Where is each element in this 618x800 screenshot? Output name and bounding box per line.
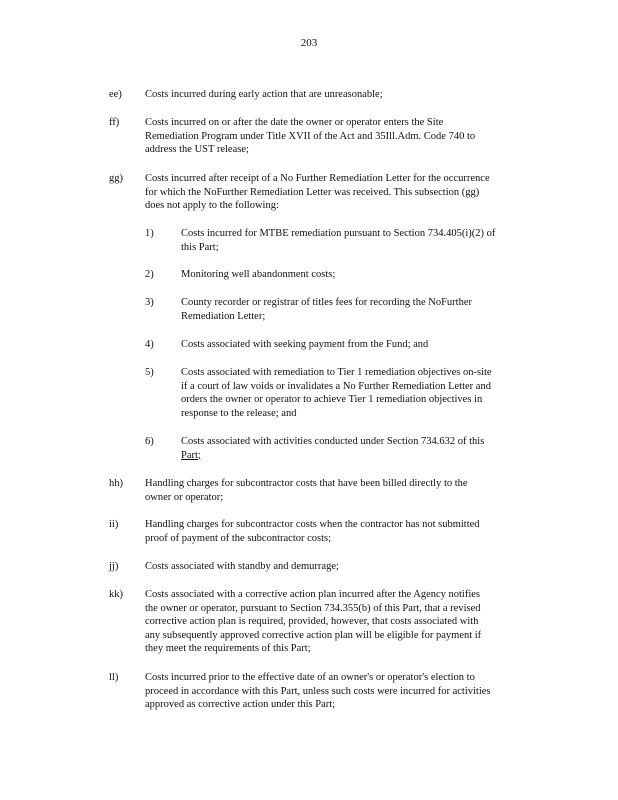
item-label: ee)	[109, 89, 122, 100]
item-text: Costs associated with a corrective action plan incurred after the Agency notifies the owner or operator, pursuant to Section 734.355(b) of this Part, that a revised corrective action plan is required, provided, however, that costs associated with any subsequently approved corrective action plan will be eligible for payment if they meet the requirements of this Part;	[145, 589, 482, 654]
item-label: ff)	[109, 117, 120, 128]
sub-item-text: Costs associated with seeking payment from the Fund; and	[181, 339, 429, 350]
sub-item-label: 6)	[145, 436, 154, 447]
sub-item-label: 1)	[145, 228, 154, 239]
sub-item-text-main: Costs associated with activities conducted under Section 734.632 of this	[181, 436, 485, 447]
item-text: Handling charges for subcontractor costs when the contractor has not submitted proof of payment of the subcontractor costs;	[145, 519, 480, 544]
item-label: ll)	[109, 672, 119, 683]
item-text: Costs incurred prior to the effective date of an owner's or operator's election to proceed in accordance with this Part, unless such costs were incurred for activities approved as corrective action under this Part;	[145, 672, 491, 710]
item-text: Costs incurred after receipt of a No Further Remediation Letter for the occurrence for which the NoFurther Remediation Letter was received. This subsection (gg) does not apply to the following:	[145, 173, 490, 211]
item-text: Costs incurred on or after the date the owner or operator enters the Site Remediation Program under Title XVII of the Act and 35Ill.Adm. Code 740 to address the UST release;	[145, 117, 476, 155]
item-text: Costs incurred during early action that are unreasonable;	[145, 89, 383, 100]
sub-item-label: 3)	[145, 297, 154, 308]
item-label: gg)	[109, 173, 123, 184]
page-number: 203	[300, 37, 318, 49]
sub-item-text: County recorder or registrar of titles fees for recording the NoFurther Remediation Letter;	[181, 297, 472, 322]
item-label: kk)	[109, 589, 123, 600]
sub-item-text-underlined: Part;	[181, 449, 201, 461]
item-label: hh)	[109, 478, 123, 489]
sub-item-text	[181, 435, 546, 462]
item-text: Handling charges for subcontractor costs that have been billed directly to the owner or operator;	[145, 478, 468, 503]
item-text: Costs associated with standby and demurrage;	[145, 561, 339, 572]
item-label: ii)	[109, 519, 119, 530]
sub-item-label: 4)	[145, 339, 154, 350]
sub-item-label: 5)	[145, 367, 154, 378]
sub-item-text: Monitoring well abandonment costs;	[181, 269, 336, 280]
sub-item-text: Costs incurred for MTBE remediation pursuant to Section 734.405(i)(2) of this Part;	[181, 228, 496, 253]
item-label: jj)	[109, 561, 119, 572]
sub-item-label: 2)	[145, 269, 154, 280]
sub-item-text: Costs associated with remediation to Tier 1 remediation objectives on-site if a court of law voids or invalidates a No Further Remediation Letter and orders the owner or operator to achieve Tier 1 remediation objectives in response to the release; and	[181, 367, 492, 419]
